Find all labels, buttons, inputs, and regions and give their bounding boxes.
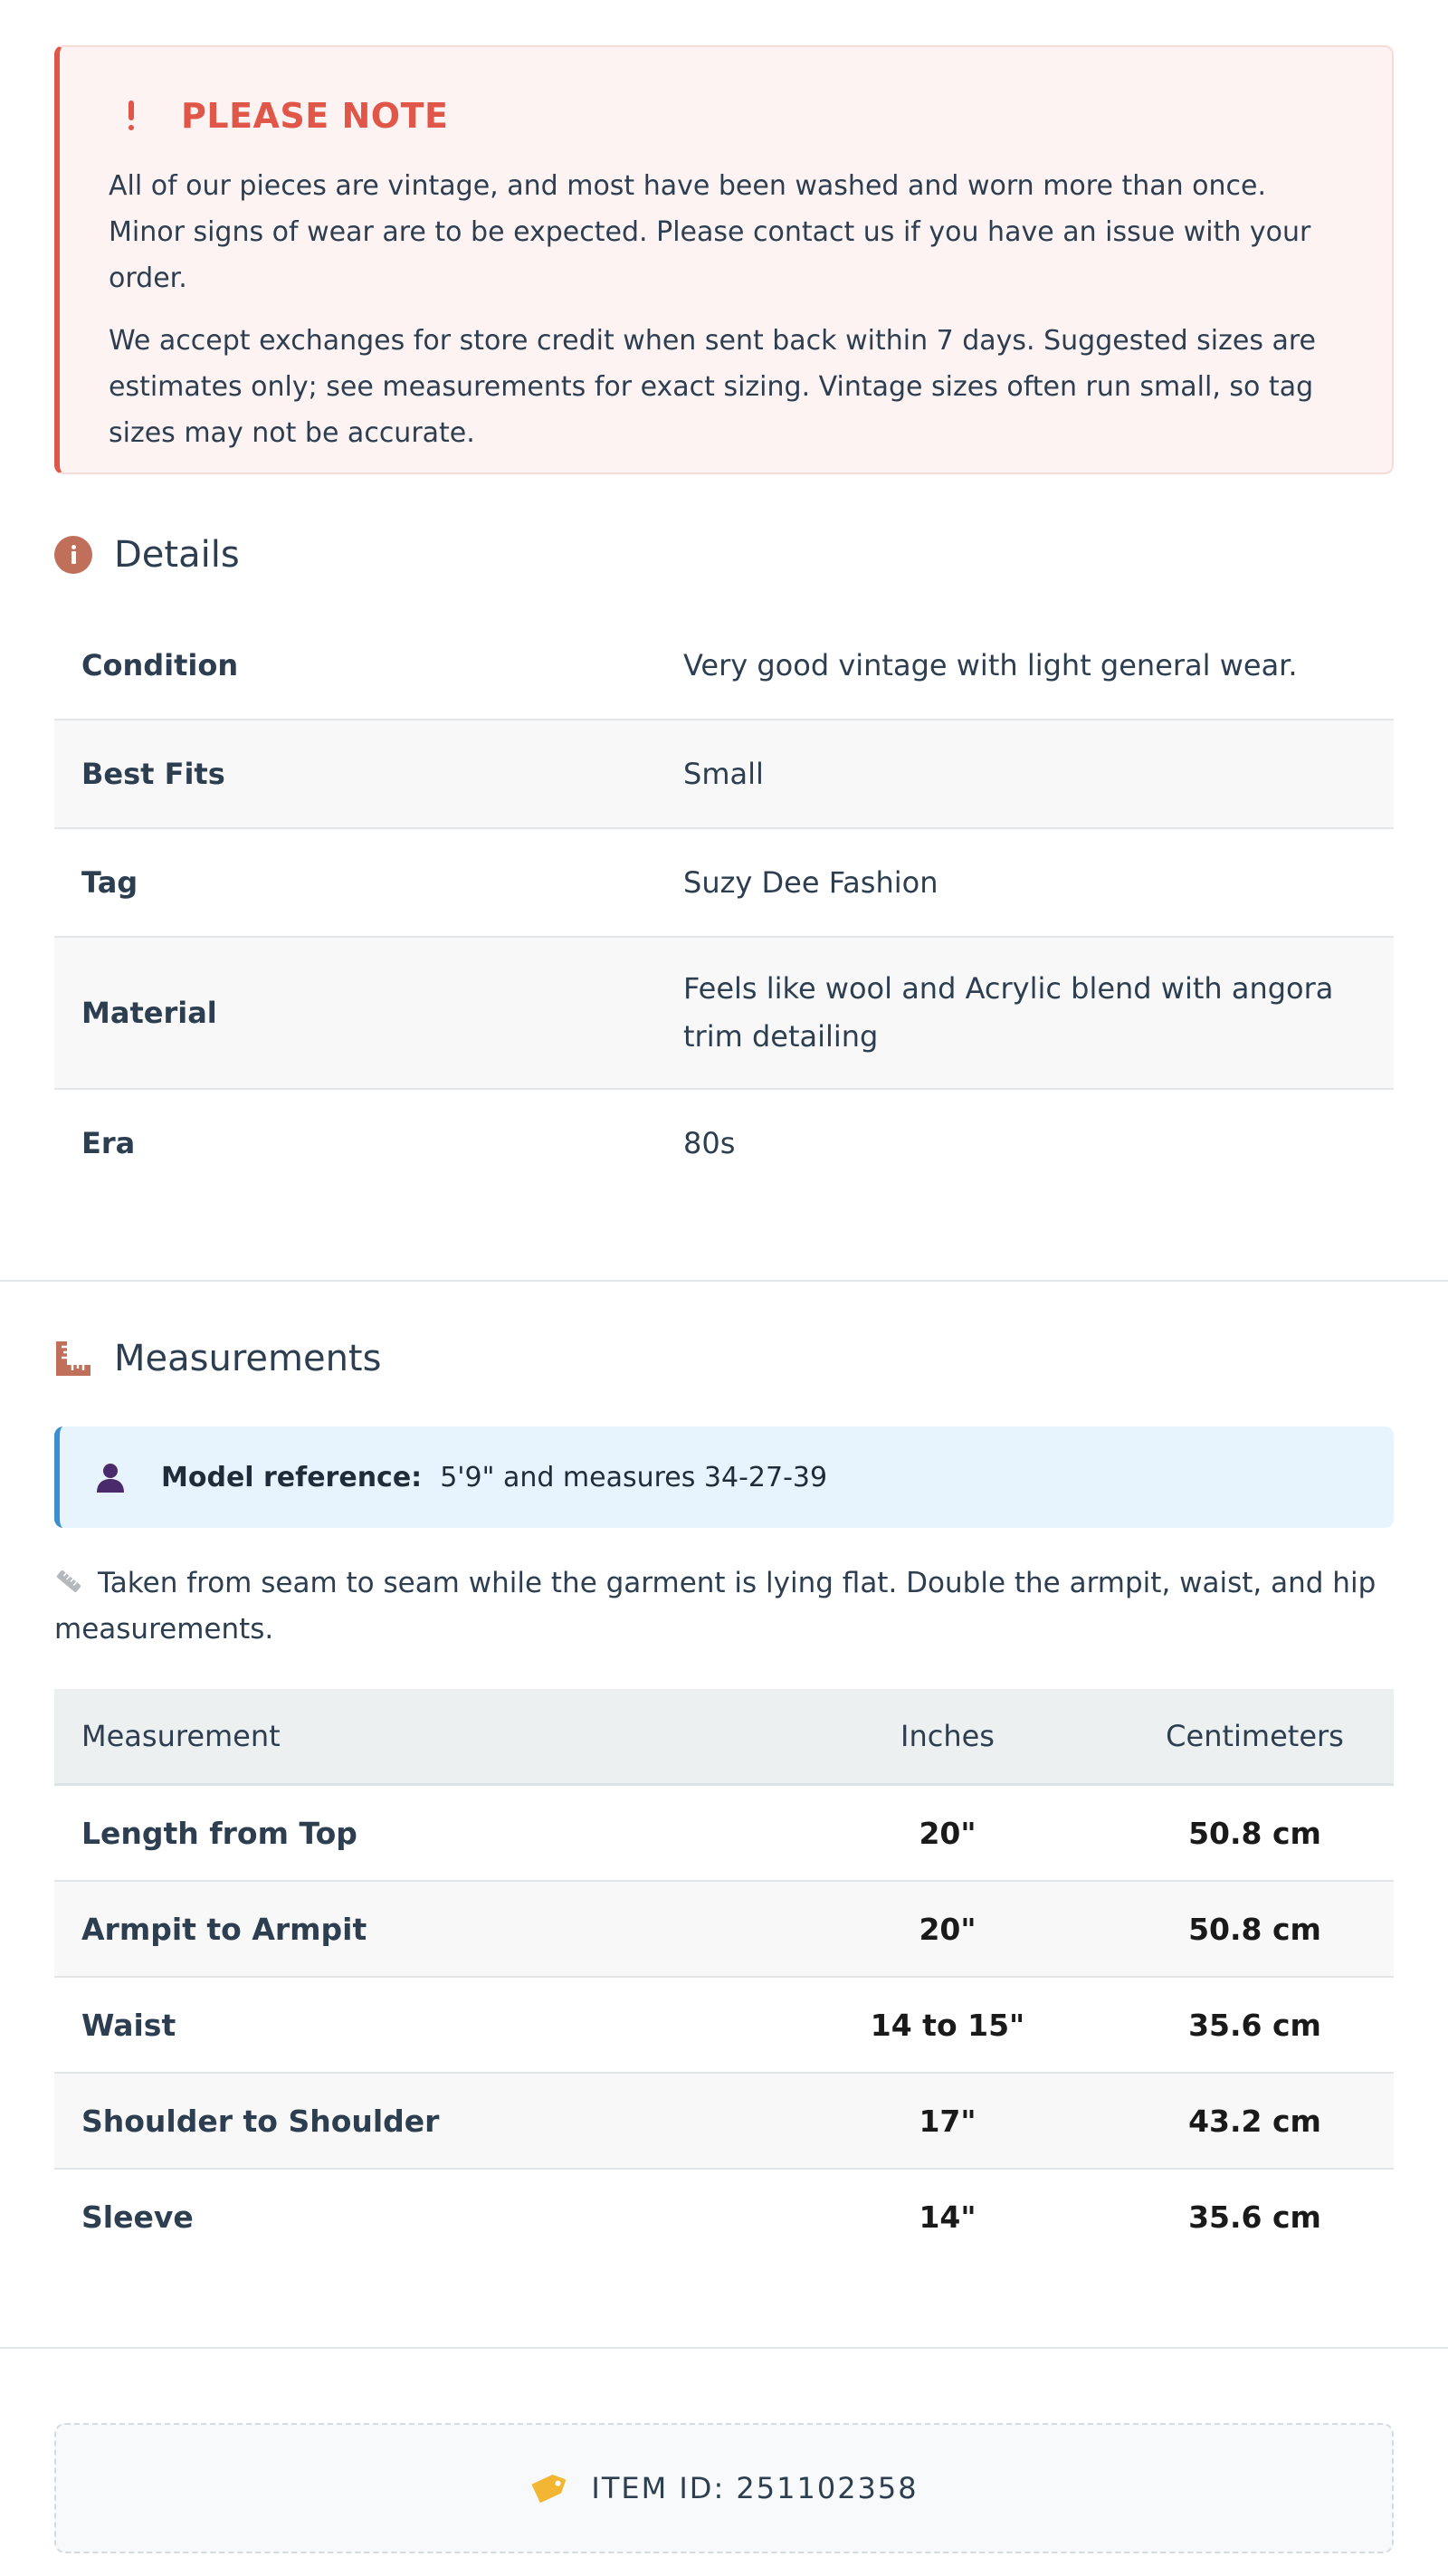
- measurement-cm: 50.8 cm: [1116, 1785, 1394, 1882]
- measurement-inches: 14": [919, 2199, 976, 2235]
- model-reference-label: Model reference:: [161, 1461, 423, 1493]
- measurement-inches: 17": [779, 2073, 1116, 2169]
- column-header-centimeters: Centimeters: [1116, 1689, 1394, 1785]
- measurements-heading: [54, 1338, 1394, 1379]
- details-row-era: [54, 1089, 1394, 1197]
- details-row-best-fits: [54, 720, 1394, 828]
- details-value: Small: [683, 756, 764, 791]
- section-divider: [0, 1280, 1448, 1282]
- measurement-cm: 50.8 cm: [1116, 1881, 1394, 1977]
- measurement-inches: 20": [779, 1881, 1116, 1977]
- details-label: Condition: [81, 648, 239, 682]
- table-row: [54, 2073, 1394, 2169]
- details-value: 80s: [683, 1125, 736, 1160]
- measurement-cm: 35.6 cm: [1116, 1977, 1394, 2073]
- measurement-inches: 14 to 15": [779, 1977, 1116, 2073]
- details-row-tag: [54, 828, 1394, 937]
- measurement-name: Armpit to Armpit: [54, 1881, 779, 1977]
- details-value: Very good vintage with light general wear.: [683, 647, 1298, 682]
- table-row: [54, 1881, 1394, 1977]
- model-reference-panel: [54, 1426, 1394, 1528]
- ruler-icon: [54, 1340, 92, 1378]
- measurement-instructions: [54, 1560, 1394, 1653]
- column-header-measurement: Measurement: [54, 1689, 779, 1785]
- page-content-footer: [0, 2423, 1448, 2553]
- measurement-name: Shoulder to Shoulder: [54, 2073, 779, 2169]
- details-value: Feels like wool and Acrylic blend with angora trim detailing: [683, 971, 1334, 1054]
- measurement-note-text: Taken from seam to seam while the garment is lying flat. Double the armpit, waist, and hip measurements.: [54, 1567, 1377, 1646]
- person-icon: [94, 1461, 127, 1493]
- section-divider: [0, 2347, 1448, 2349]
- notice-paragraph-wear: All of our pieces are vintage, and most have been washed and worn more than once. Minor signs of wear are to be expected. Please contact us if you have an issue with your order.: [109, 170, 1311, 294]
- measurement-inches: 20": [779, 1785, 1116, 1882]
- details-label: Material: [81, 996, 217, 1030]
- details-section: [54, 534, 1394, 1197]
- measurement-name: Sleeve: [81, 2199, 194, 2235]
- details-row-material: [54, 937, 1394, 1089]
- table-row: [54, 2169, 1394, 2264]
- measurements-section: [54, 1338, 1394, 2264]
- details-table: [54, 612, 1394, 1197]
- info-circle-icon: [54, 536, 92, 574]
- details-title: Details: [114, 534, 240, 576]
- please-note-panel: [54, 45, 1394, 474]
- measurement-cm: 35.6 cm: [1188, 2199, 1321, 2235]
- details-label: Era: [81, 1126, 136, 1160]
- page-content: [0, 45, 1448, 1197]
- table-row: [54, 1977, 1394, 2073]
- ruler-icon: [54, 1564, 83, 1593]
- measurements-header-row: [54, 1689, 1394, 1785]
- notice-paragraph-exchanges: We accept exchanges for store credit when sent back within 7 days. Suggested sizes are estimates only; see measurements for exact sizing. Vintage sizes often run small, so tag sizes may not be accurate.: [109, 325, 1317, 449]
- details-label: Tag: [81, 865, 138, 900]
- details-row-condition: [54, 612, 1394, 720]
- measurements-title: Measurements: [114, 1338, 382, 1379]
- page-content-measurements: [0, 1338, 1448, 2264]
- details-heading: [54, 534, 1394, 576]
- item-id-label: ITEM ID: 251102358: [591, 2471, 919, 2505]
- notice-header: [125, 96, 1343, 136]
- measurement-name: Length from Top: [54, 1785, 779, 1882]
- model-reference-value: 5'9" and measures 34-27-39: [440, 1461, 828, 1493]
- measurements-table: [54, 1689, 1394, 2264]
- exclamation-icon: [125, 99, 138, 133]
- table-row: [54, 1785, 1394, 1882]
- tag-icon: [529, 2470, 566, 2506]
- details-label: Best Fits: [81, 757, 225, 791]
- notice-title: PLEASE NOTE: [181, 96, 449, 136]
- item-id-panel: [54, 2423, 1394, 2553]
- measurement-cm: 43.2 cm: [1116, 2073, 1394, 2169]
- measurement-name: Waist: [54, 1977, 779, 2073]
- column-header-inches: Inches: [779, 1689, 1116, 1785]
- details-value: Suzy Dee Fashion: [683, 864, 938, 900]
